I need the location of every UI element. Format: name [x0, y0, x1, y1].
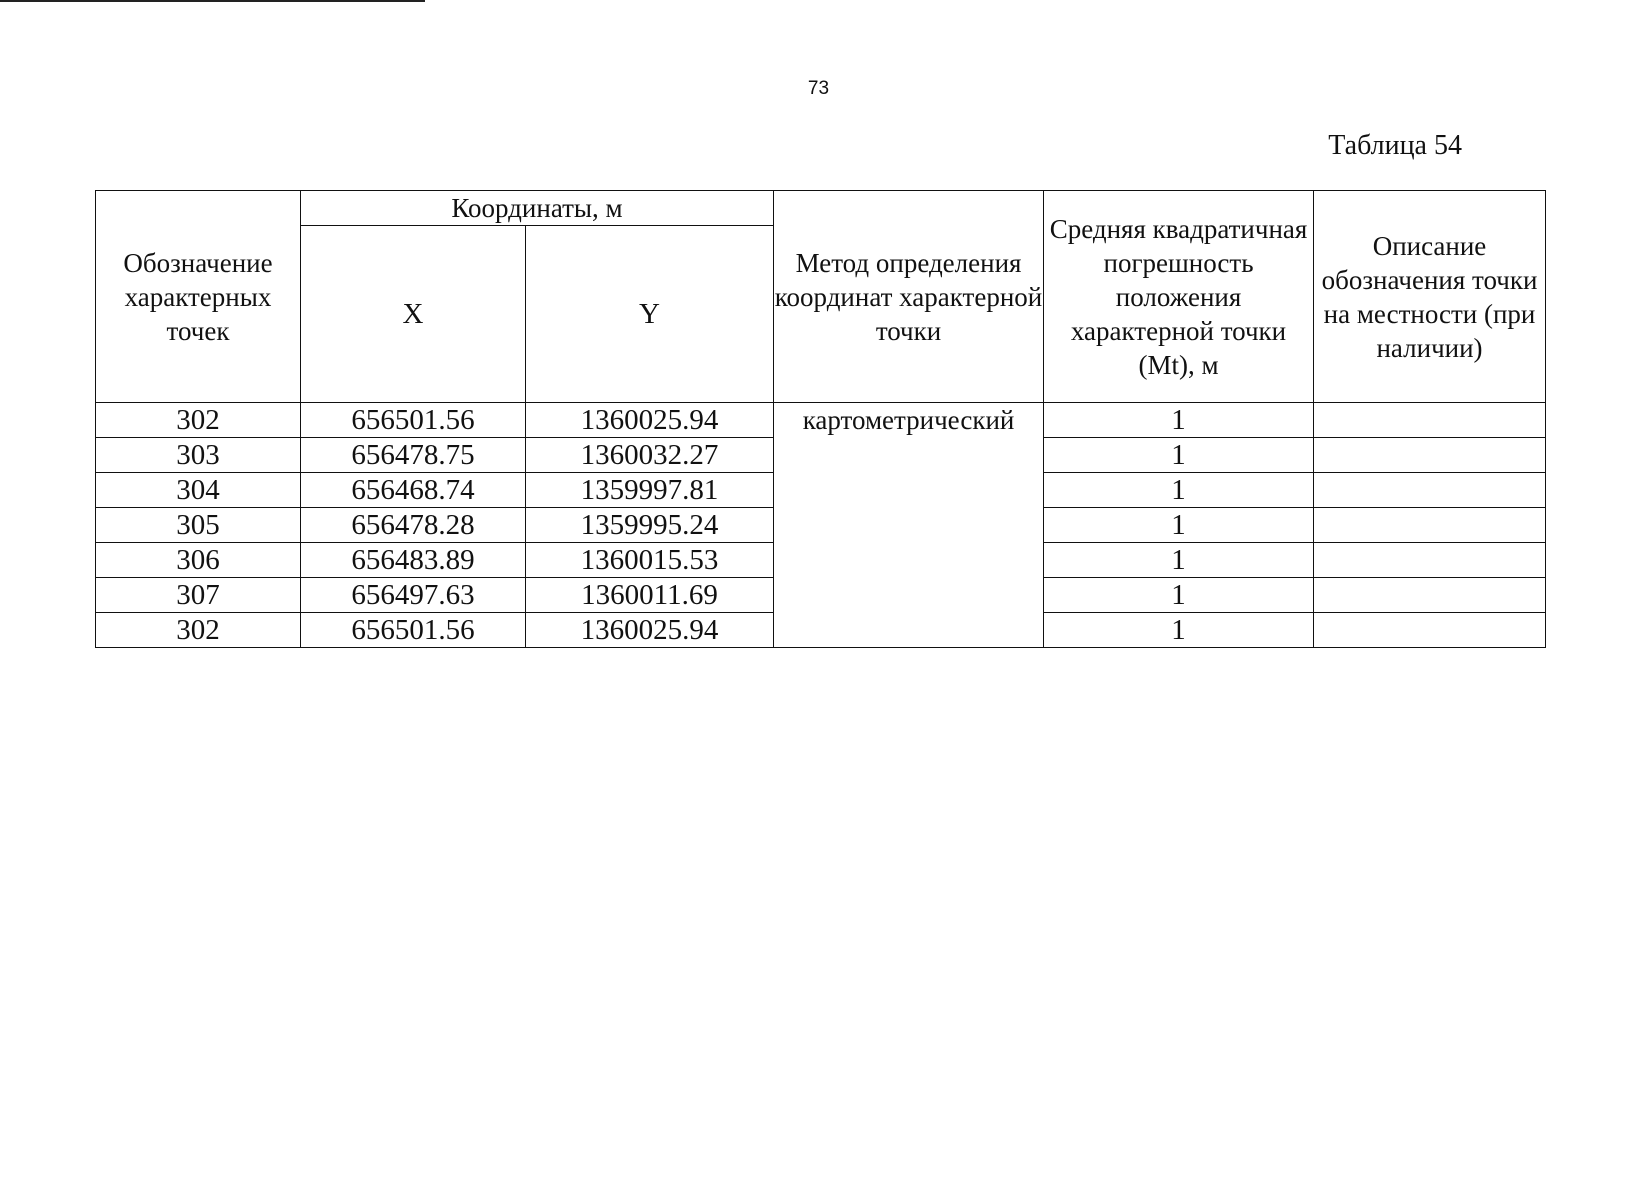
cell-point: 304 [96, 473, 301, 508]
cell-point: 302 [96, 403, 301, 438]
cell-error: 1 [1044, 613, 1314, 648]
header-method: Метод определения координат характерной точки [774, 191, 1044, 403]
cell-x: 656501.56 [301, 403, 526, 438]
cell-y: 1359997.81 [526, 473, 774, 508]
header-coordinates: Координаты, м [301, 191, 774, 226]
table-row [96, 403, 1546, 438]
cell-description [1314, 578, 1546, 613]
cell-description [1314, 403, 1546, 438]
cell-y: 1359995.24 [526, 508, 774, 543]
cell-x: 656501.56 [301, 613, 526, 648]
table-caption: Таблица 54 [1328, 130, 1462, 161]
cell-point: 302 [96, 613, 301, 648]
cell-description [1314, 613, 1546, 648]
cell-error: 1 [1044, 508, 1314, 543]
cell-description [1314, 438, 1546, 473]
cell-point: 303 [96, 438, 301, 473]
cell-description [1314, 473, 1546, 508]
cell-x: 656478.28 [301, 508, 526, 543]
header-y: Y [526, 226, 774, 403]
cell-error: 1 [1044, 578, 1314, 613]
cell-x: 656497.63 [301, 578, 526, 613]
scan-edge-line [0, 0, 425, 2]
cell-method: картометрический [774, 403, 1044, 648]
cell-error: 1 [1044, 473, 1314, 508]
cell-description [1314, 543, 1546, 578]
cell-y: 1360011.69 [526, 578, 774, 613]
cell-x: 656483.89 [301, 543, 526, 578]
cell-x: 656478.75 [301, 438, 526, 473]
coordinates-table [95, 190, 1546, 648]
cell-y: 1360015.53 [526, 543, 774, 578]
cell-error: 1 [1044, 403, 1314, 438]
header-error: Средняя квадратичная погрешность положения характерной точки (Mt), м [1044, 191, 1314, 403]
cell-error: 1 [1044, 438, 1314, 473]
cell-point: 305 [96, 508, 301, 543]
header-point: Обозначение характерных точек [96, 191, 301, 403]
cell-y: 1360025.94 [526, 613, 774, 648]
cell-description [1314, 508, 1546, 543]
cell-y: 1360032.27 [526, 438, 774, 473]
cell-x: 656468.74 [301, 473, 526, 508]
cell-y: 1360025.94 [526, 403, 774, 438]
cell-error: 1 [1044, 543, 1314, 578]
cell-point: 306 [96, 543, 301, 578]
cell-point: 307 [96, 578, 301, 613]
header-x: X [301, 226, 526, 403]
header-description: Описание обозначения точки на местности (при наличии) [1314, 191, 1546, 403]
page-number: 73 [807, 78, 830, 99]
